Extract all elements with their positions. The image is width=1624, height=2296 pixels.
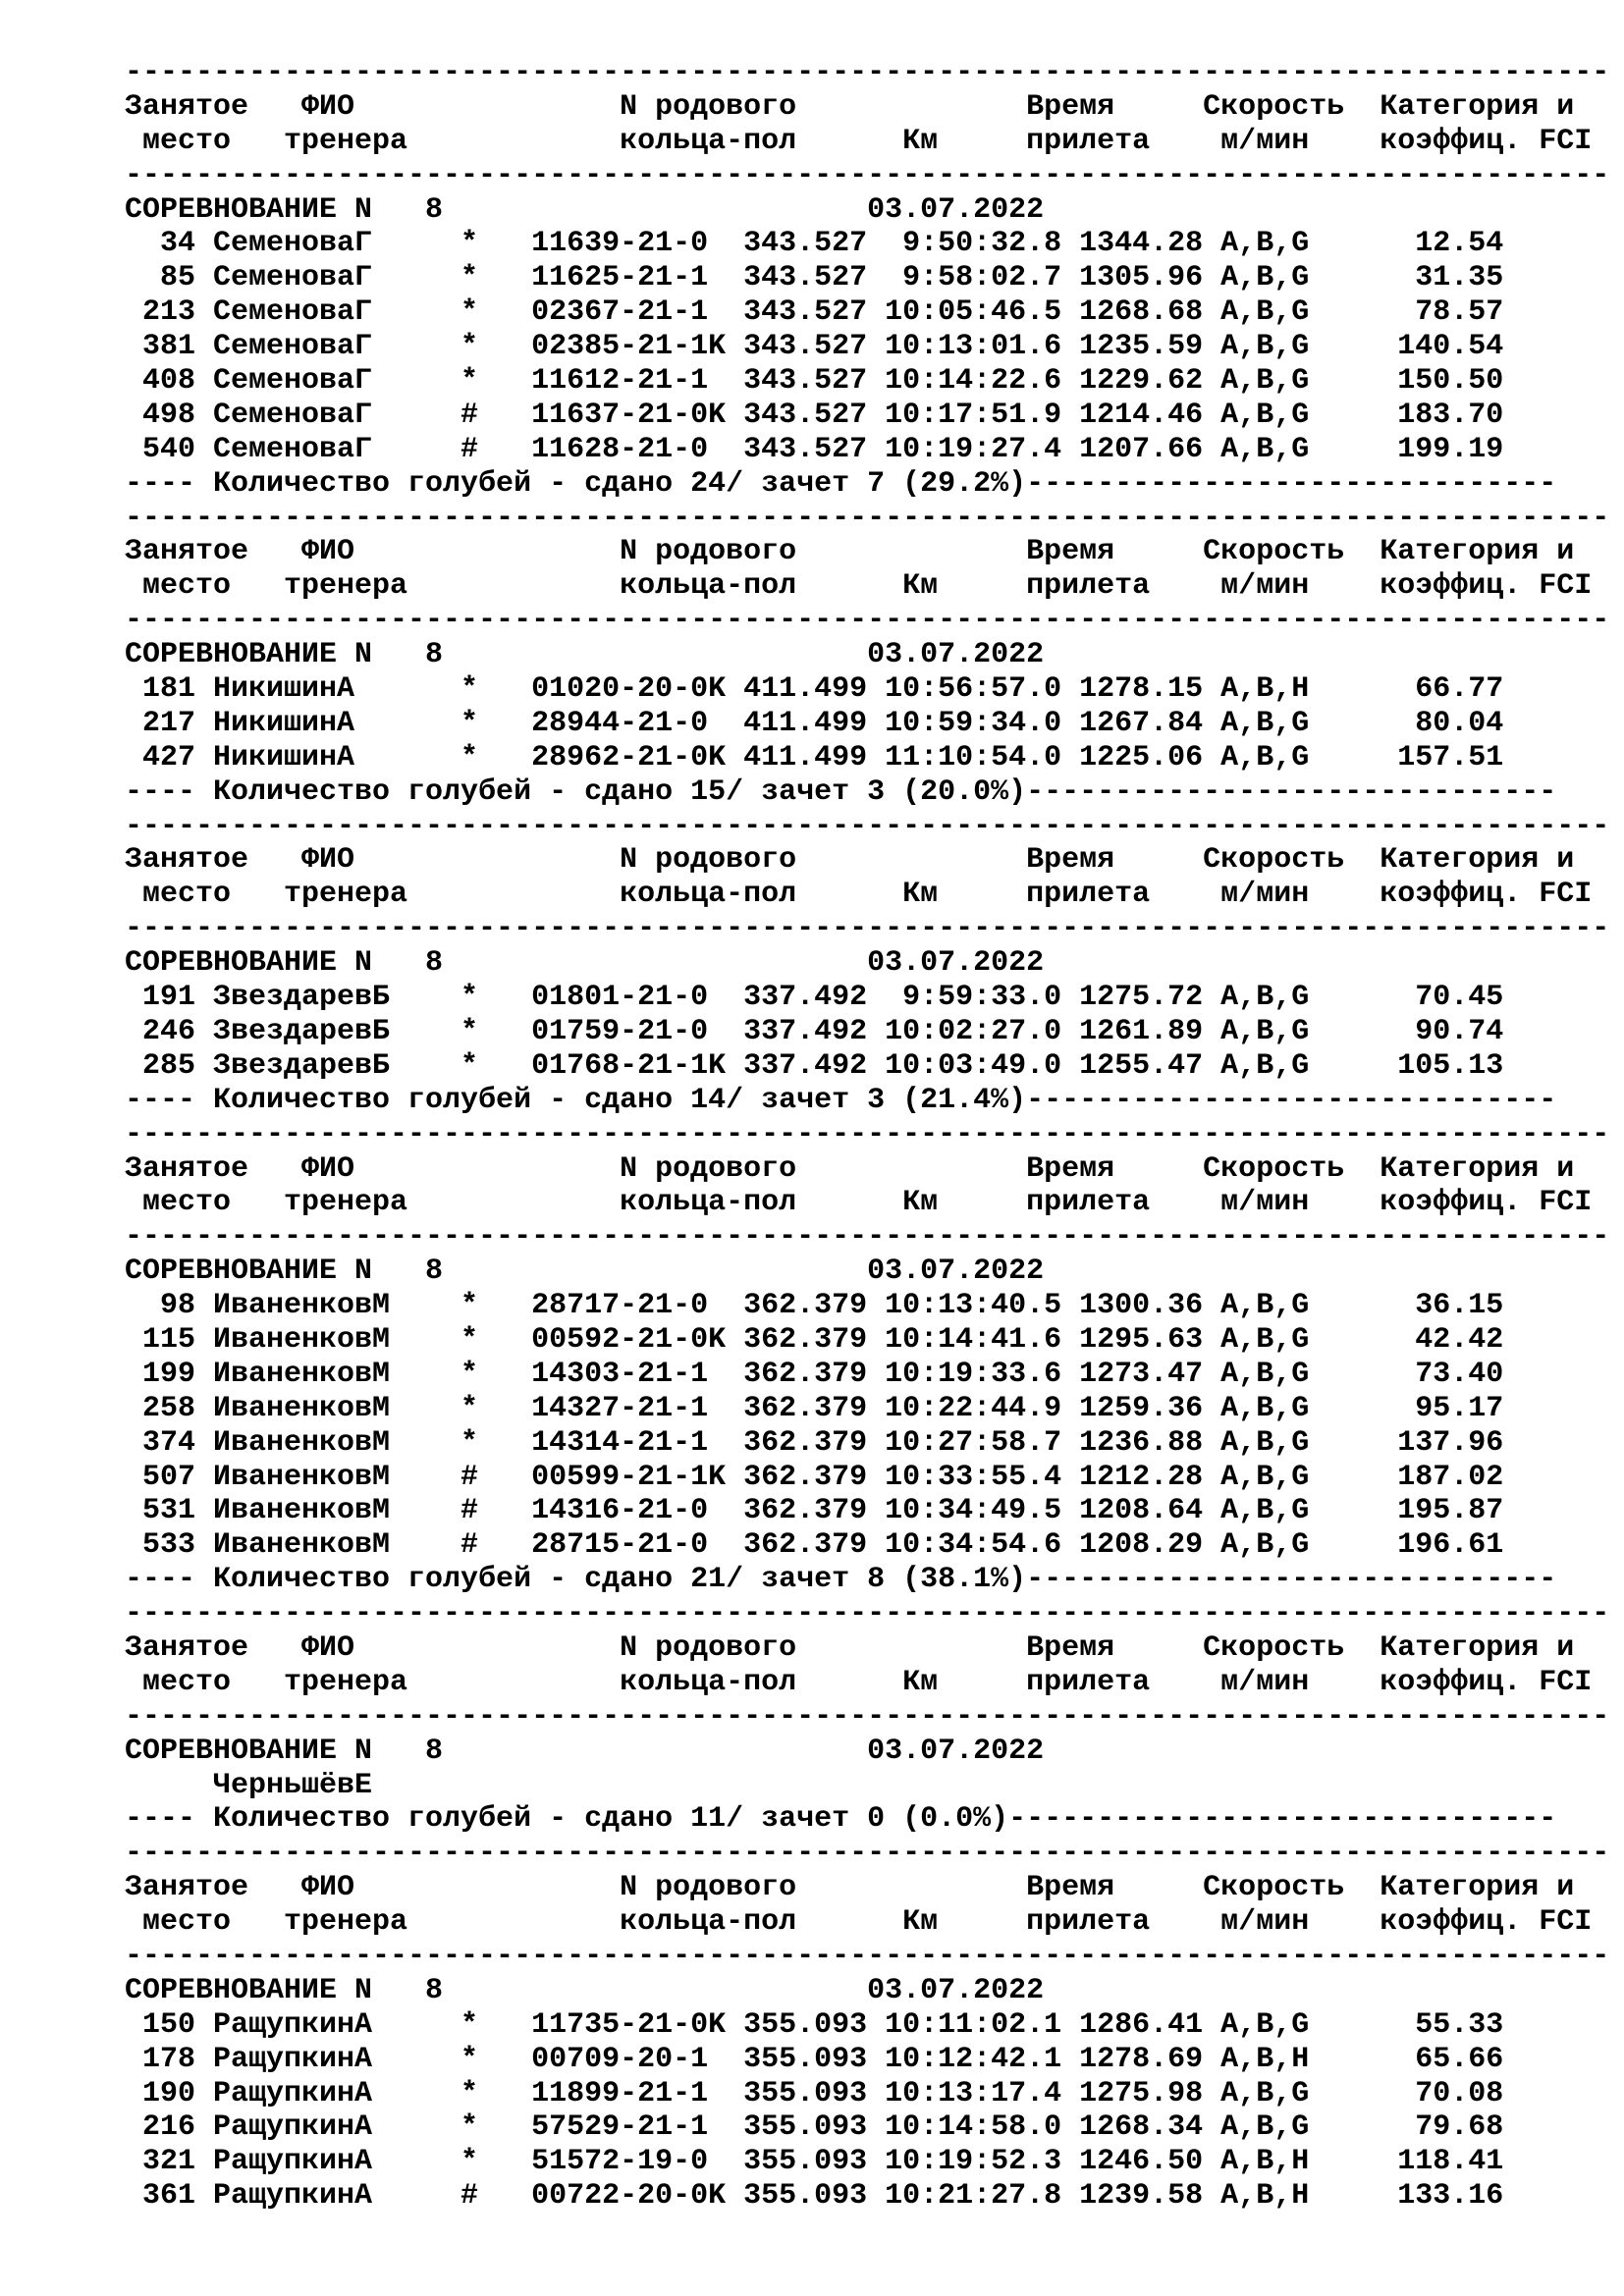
table-row: 361 РащупкинА # 00722-20-0K 355.093 10:21:27.8 1239.58 A,B,H 133.16 <box>125 2179 1504 2214</box>
separator-line: ------------------------------------------------------------------------------------ <box>125 158 1610 192</box>
separator-line: ------------------------------------------------------------------------------------ <box>125 1837 1610 1871</box>
trainer-name: ЧерньшёвЕ <box>125 1768 373 1802</box>
section-summary: ---- Количество голубей - сдано 21/ зачет 8 (38.1%)------------------------------ <box>125 1563 1557 1597</box>
competition-title: СОРЕВНОВАНИЕ N 8 03.07.2022 <box>125 192 1045 227</box>
table-row: 321 РащупкинА * 51572-19-0 355.093 10:19:52.3 1246.50 A,B,H 118.41 <box>125 2145 1504 2179</box>
separator-line: ------------------------------------------------------------------------------------ <box>125 1939 1610 1973</box>
separator-line: ------------------------------------------------------------------------------------ <box>125 1699 1610 1734</box>
table-row: 213 СеменоваГ * 02367-21-1 343.527 10:05:46.5 1268.68 A,B,G 78.57 <box>125 295 1504 330</box>
competition-title: СОРЕВНОВАНИЕ N 8 03.07.2022 <box>125 1734 1045 1768</box>
table-header-row-1: Занятое ФИО N родового Время Скорость Категория и <box>125 89 1575 124</box>
separator-line: ------------------------------------------------------------------------------------ <box>125 1117 1610 1151</box>
table-row: 150 РащупкинА * 11735-21-0K 355.093 10:11:02.1 1286.41 A,B,G 55.33 <box>125 2007 1504 2042</box>
table-row: 217 НикишинА * 28944-21-0 411.499 10:59:34.0 1267.84 A,B,G 80.04 <box>125 706 1504 740</box>
table-header-row-2: место тренера кольца-пол Км прилета м/мин коэффиц. FCI <box>125 1665 1593 1699</box>
table-row: 381 СеменоваГ * 02385-21-1K 343.527 10:13:01.6 1235.59 A,B,G 140.54 <box>125 330 1504 364</box>
separator-line: ------------------------------------------------------------------------------------ <box>125 809 1610 843</box>
table-row: 115 ИваненковМ * 00592-21-0K 362.379 10:14:41.6 1295.63 A,B,G 42.42 <box>125 1322 1504 1357</box>
table-row: 34 СеменоваГ * 11639-21-0 343.527 9:50:32.8 1344.28 A,B,G 12.54 <box>125 227 1504 261</box>
table-row: 85 СеменоваГ * 11625-21-1 343.527 9:58:02.7 1305.96 A,B,G 31.35 <box>125 261 1504 295</box>
table-row: 374 ИваненковМ * 14314-21-1 362.379 10:27:58.7 1236.88 A,B,G 137.96 <box>125 1425 1504 1460</box>
table-row: 408 СеменоваГ * 11612-21-1 343.527 10:14:22.6 1229.62 A,B,G 150.50 <box>125 364 1504 399</box>
table-header-row-1: Занятое ФИО N родового Время Скорость Категория и <box>125 1871 1575 1905</box>
table-row: 199 ИваненковМ * 14303-21-1 362.379 10:19:33.6 1273.47 A,B,G 73.40 <box>125 1357 1504 1391</box>
competition-title: СОРЕВНОВАНИЕ N 8 03.07.2022 <box>125 1973 1045 2007</box>
competition-title: СОРЕВНОВАНИЕ N 8 03.07.2022 <box>125 1255 1045 1289</box>
table-header-row-1: Занятое ФИО N родового Время Скорость Категория и <box>125 1630 1575 1665</box>
separator-line: ------------------------------------------------------------------------------------ <box>125 912 1610 946</box>
table-row: 191 ЗвездаревБ * 01801-21-0 337.492 9:59:33.0 1275.72 A,B,G 70.45 <box>125 981 1504 1015</box>
table-row: 540 СеменоваГ # 11628-21-0 343.527 10:19:27.4 1207.66 A,B,G 199.19 <box>125 432 1504 466</box>
table-header-row-2: место тренера кольца-пол Км прилета м/мин коэффиц. FCI <box>125 878 1593 912</box>
separator-line: ------------------------------------------------------------------------------------ <box>125 501 1610 535</box>
table-header-row-1: Занятое ФИО N родового Время Скорость Категория и <box>125 1151 1575 1186</box>
table-row: 246 ЗвездаревБ * 01759-21-0 337.492 10:02:27.0 1261.89 A,B,G 90.74 <box>125 1014 1504 1048</box>
table-header-row-2: место тренера кольца-пол Км прилета м/мин коэффиц. FCI <box>125 1905 1593 1940</box>
table-row: 258 ИваненковМ * 14327-21-1 362.379 10:22:44.9 1259.36 A,B,G 95.17 <box>125 1391 1504 1425</box>
table-row: 531 ИваненковМ # 14316-21-0 362.379 10:34:49.5 1208.64 A,B,G 195.87 <box>125 1494 1504 1528</box>
separator-line: ------------------------------------------------------------------------------------ <box>125 1220 1610 1255</box>
table-row: 216 РащупкинА * 57529-21-1 355.093 10:14:58.0 1268.34 A,B,G 79.68 <box>125 2110 1504 2145</box>
table-header-row-2: место тренера кольца-пол Км прилета м/мин коэффиц. FCI <box>125 124 1593 158</box>
table-row: 533 ИваненковМ # 28715-21-0 362.379 10:34:54.6 1208.29 A,B,G 196.61 <box>125 1528 1504 1563</box>
table-row: 181 НикишинА * 01020-20-0K 411.499 10:56:57.0 1278.15 A,B,H 66.77 <box>125 672 1504 707</box>
table-header-row-2: место тренера кольца-пол Км прилета м/мин коэффиц. FCI <box>125 569 1593 604</box>
section-summary: ---- Количество голубей - сдано 15/ зачет 3 (20.0%)------------------------------ <box>125 774 1557 809</box>
table-header-row-1: Занятое ФИО N родового Время Скорость Категория и <box>125 535 1575 569</box>
separator-line: ------------------------------------------------------------------------------------ <box>125 604 1610 638</box>
table-row: 178 РащупкинА * 00709-20-1 355.093 10:12:42.1 1278.69 A,B,H 65.66 <box>125 2042 1504 2076</box>
section-summary: ---- Количество голубей - сдано 11/ зачет 0 (0.0%)------------------------------- <box>125 1802 1557 1837</box>
table-row: 190 РащупкинА * 11899-21-1 355.093 10:13:17.4 1275.98 A,B,G 70.08 <box>125 2076 1504 2110</box>
table-row: 427 НикишинА * 28962-21-0K 411.499 11:10:54.0 1225.06 A,B,G 157.51 <box>125 740 1504 774</box>
competition-title: СОРЕВНОВАНИЕ N 8 03.07.2022 <box>125 946 1045 981</box>
table-row: 498 СеменоваГ # 11637-21-0K 343.527 10:17:51.9 1214.46 A,B,G 183.70 <box>125 398 1504 432</box>
table-row: 98 ИваненковМ * 28717-21-0 362.379 10:13:40.5 1300.36 A,B,G 36.15 <box>125 1289 1504 1323</box>
separator-line: ------------------------------------------------------------------------------------ <box>125 56 1610 89</box>
table-header-row-1: Занятое ФИО N родового Время Скорость Категория и <box>125 843 1575 878</box>
competition-title: СОРЕВНОВАНИЕ N 8 03.07.2022 <box>125 638 1045 672</box>
table-header-row-2: место тренера кольца-пол Км прилета м/мин коэффиц. FCI <box>125 1186 1593 1220</box>
section-summary: ---- Количество голубей - сдано 24/ зачет 7 (29.2%)------------------------------ <box>125 466 1557 501</box>
separator-line: ------------------------------------------------------------------------------------ <box>125 1597 1610 1631</box>
results-report <box>125 56 1609 2214</box>
table-row: 285 ЗвездаревБ * 01768-21-1K 337.492 10:03:49.0 1255.47 A,B,G 105.13 <box>125 1048 1504 1083</box>
table-row: 507 ИваненковМ # 00599-21-1K 362.379 10:33:55.4 1212.28 A,B,G 187.02 <box>125 1460 1504 1494</box>
section-summary: ---- Количество голубей - сдано 14/ зачет 3 (21.4%)------------------------------ <box>125 1083 1557 1117</box>
